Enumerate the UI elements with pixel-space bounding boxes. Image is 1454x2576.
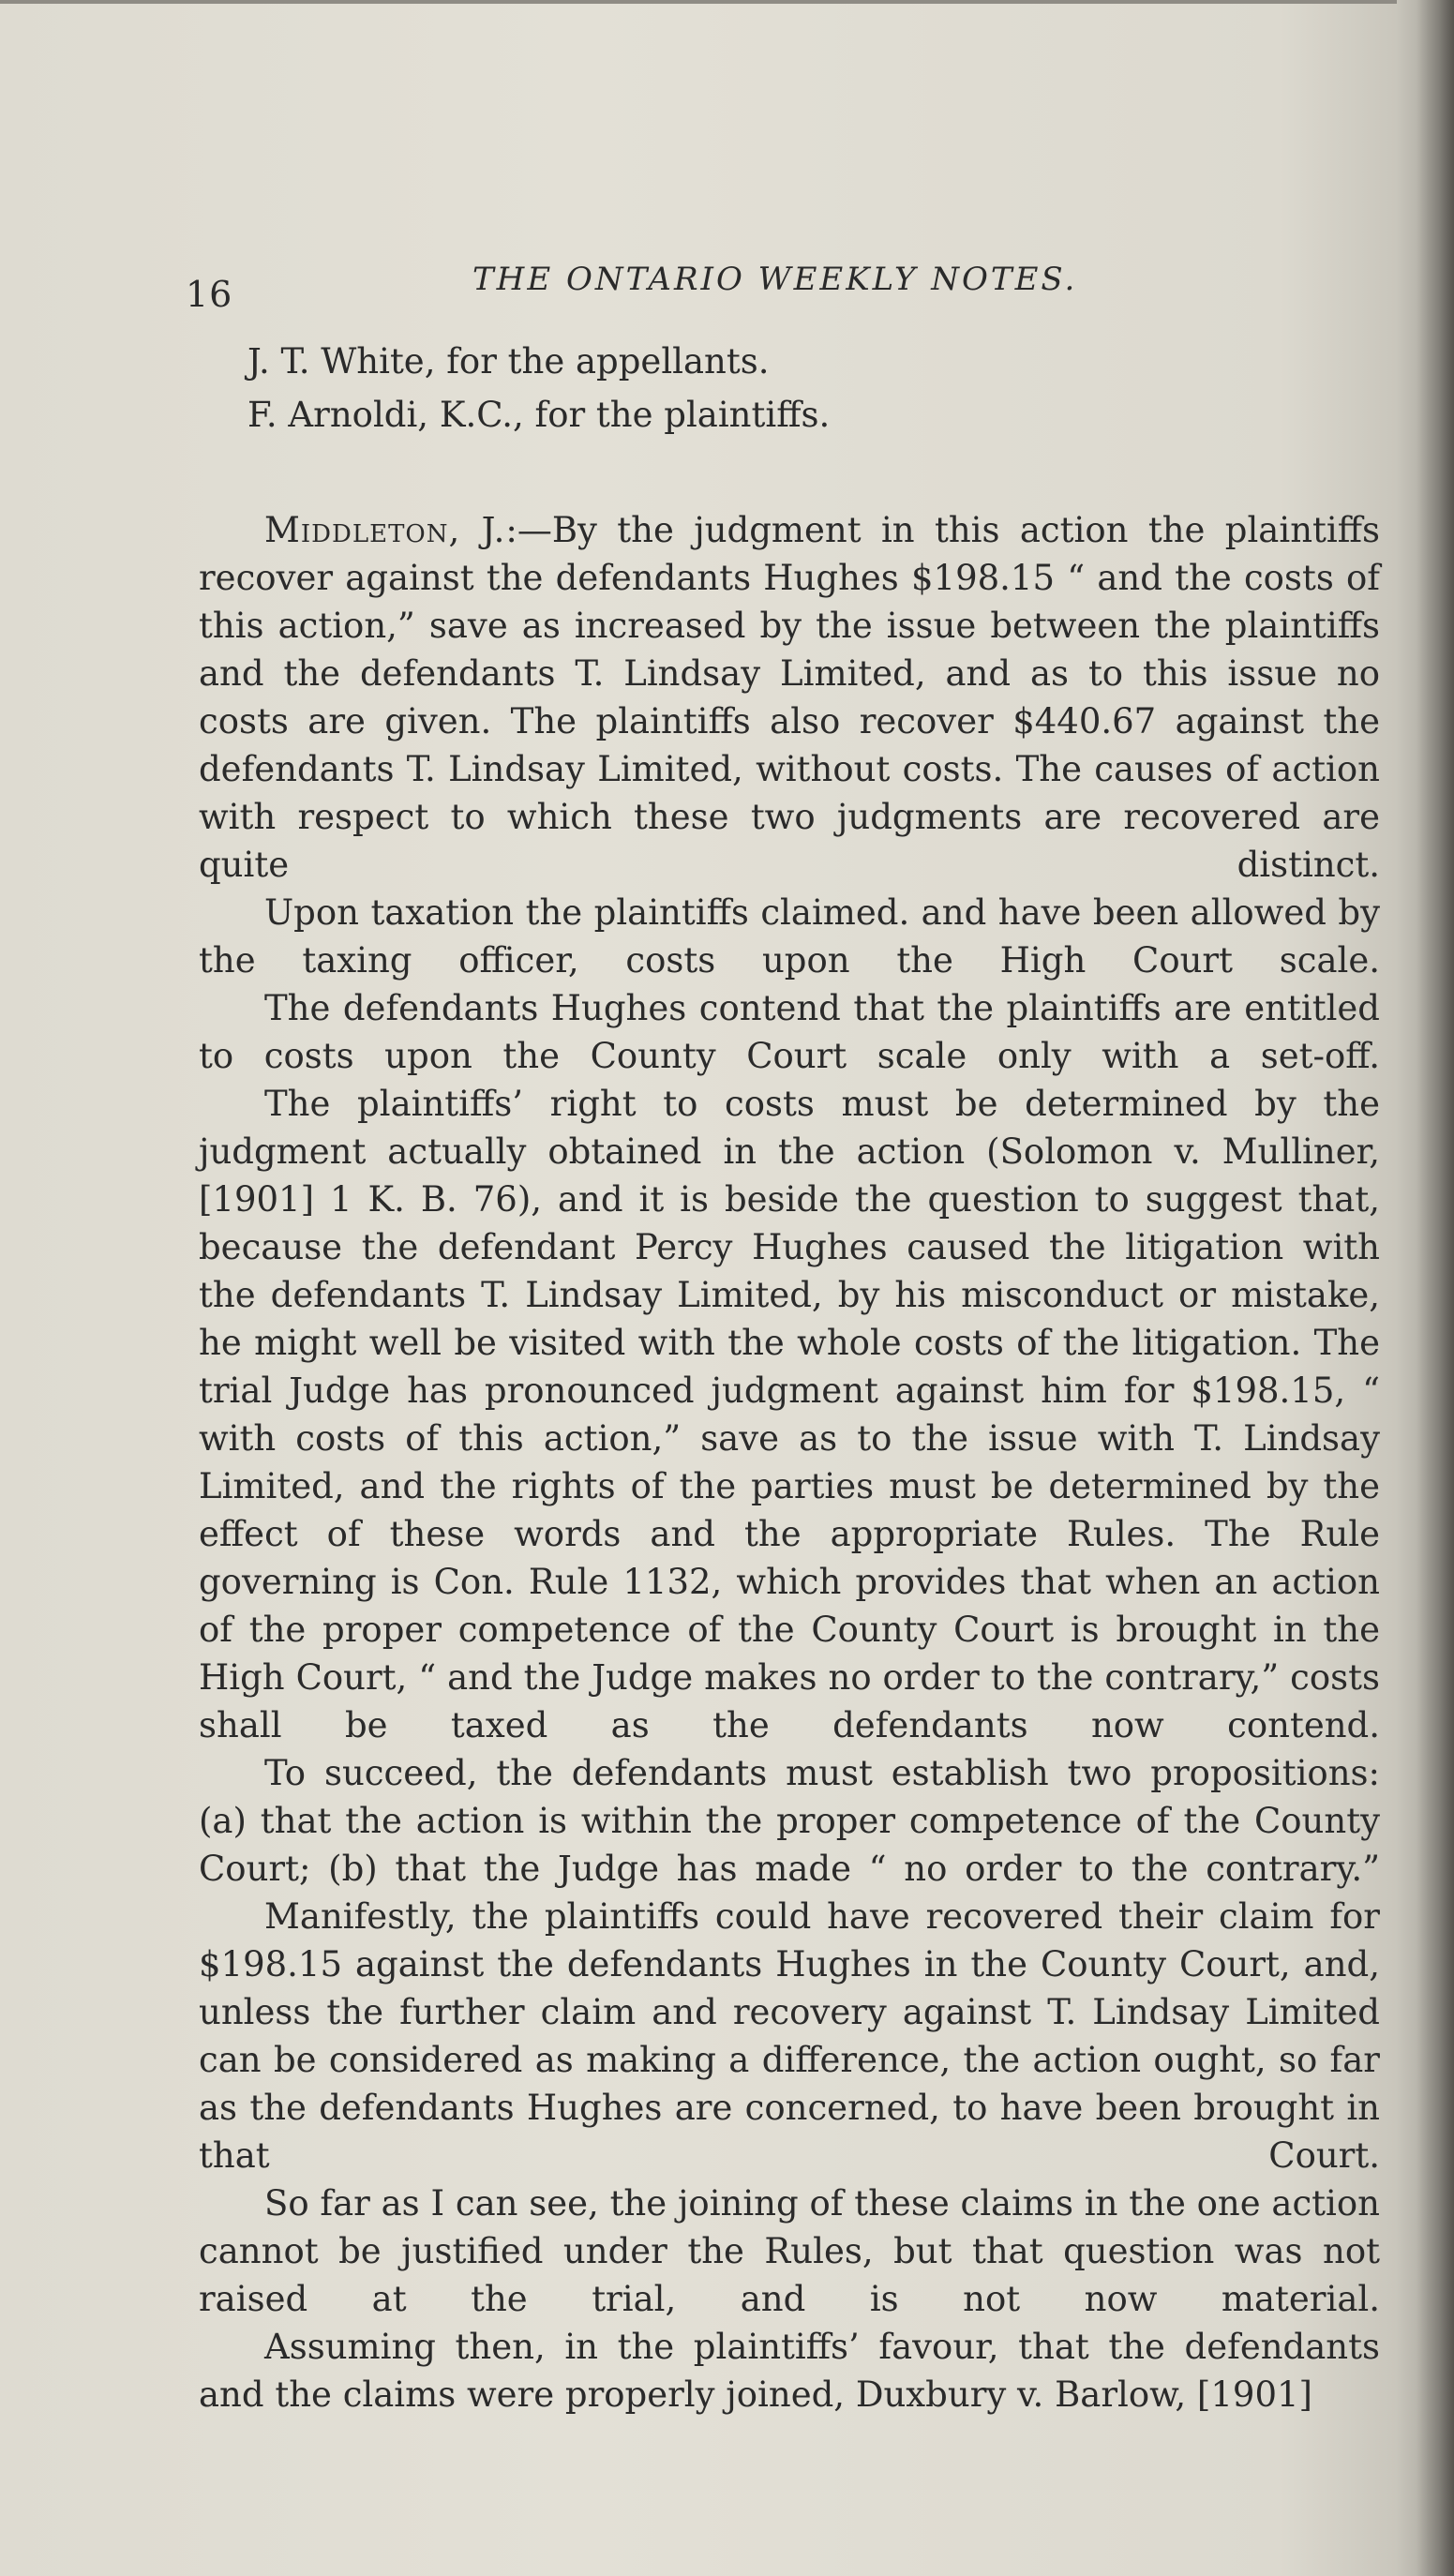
paragraph-joining-claims: So far as I can see, the joining of these claims in the one action cannot be justified under the Rules, but that question was not raised at the trial, and is not now material. — [199, 2183, 1380, 2319]
paragraph-assuming: Assuming then, in the plaintiffs’ favour, that the defendants and the claims were properly joined, Duxbury v. Barlow, [1901] — [199, 2327, 1380, 2415]
counsel-plaintiffs: F. Arnoldi, K.C., for the plaintiffs. — [247, 395, 831, 435]
judge-name: Middleton, J. — [264, 510, 506, 550]
judgment-opening-text: :—By the judgment in this action the plaintiffs recover against the defendants Hughes $198.15 “ and the costs of this action,” save as increased by the issue between the plaintiffs and the defendants T. Lindsay Limited, and as to this issue no costs are given. The plaintiffs also recover $440.67 against the defendants T. Lindsay Limited, without costs. The causes of action with respect to which these two judgments are recovered are quite distinct. — [199, 510, 1381, 885]
top-rule — [0, 0, 1397, 4]
paragraph-taxation: Upon taxation the plaintiffs claimed. and have been allowed by the taxing officer, costs upon the High Court scale. — [199, 892, 1380, 981]
counsel-appellants: J. T. White, for the appellants. — [247, 341, 770, 382]
running-title: THE ONTARIO WEEKLY NOTES. — [472, 261, 1078, 298]
body-text — [199, 337, 1380, 2419]
paragraph-propositions: To succeed, the defendants must establish two propositions: (a) that the action is within the proper competence of the County Court; (b) that the Judge has made “ no order to the contrary.” — [199, 1753, 1380, 1889]
paragraph-contention: The defendants Hughes contend that the plaintiffs are entitled to costs upon the County Court scale only with a set-off. — [199, 988, 1380, 1076]
judgment-opening-paragraph — [199, 506, 1380, 889]
paragraph-right-to-costs: The plaintiffs’ right to costs must be determined by the judgment actually obtained in the action (Solomon v. Mulliner, [1901] 1 K. B. 76), and it is beside the question to suggest that, because the defendant Percy Hughes caused the litigation with the defendants T. Lindsay Limited, by his misconduct or mistake, he might well be visited with the whole costs of the litigation. The trial Judge has pronounced judgment against him for $198.15, “ with costs of this action,” save as to the issue with T. Lindsay Limited, and the rights of the parties must be determined by the effect of these words and the appropriate Rules. The Rule governing is Con. Rule 1132, which provides that when an action of the proper competence of the County Court is brought in the High Court, “ and the Judge makes no order to the contrary,” costs shall be taxed as the defendants now contend. — [199, 1084, 1380, 1745]
page-number: 16 — [186, 274, 233, 315]
page-edge-shadow — [1417, 0, 1454, 2576]
paragraph-manifestly: Manifestly, the plaintiffs could have recovered their claim for $198.15 against the defendants Hughes in the County Court, and, unless the further claim and recovery against T. Lindsay Limited can be considered as making a difference, the action ought, so far as the defendants Hughes are concerned, to have been brought in that Court. — [199, 1896, 1380, 2176]
